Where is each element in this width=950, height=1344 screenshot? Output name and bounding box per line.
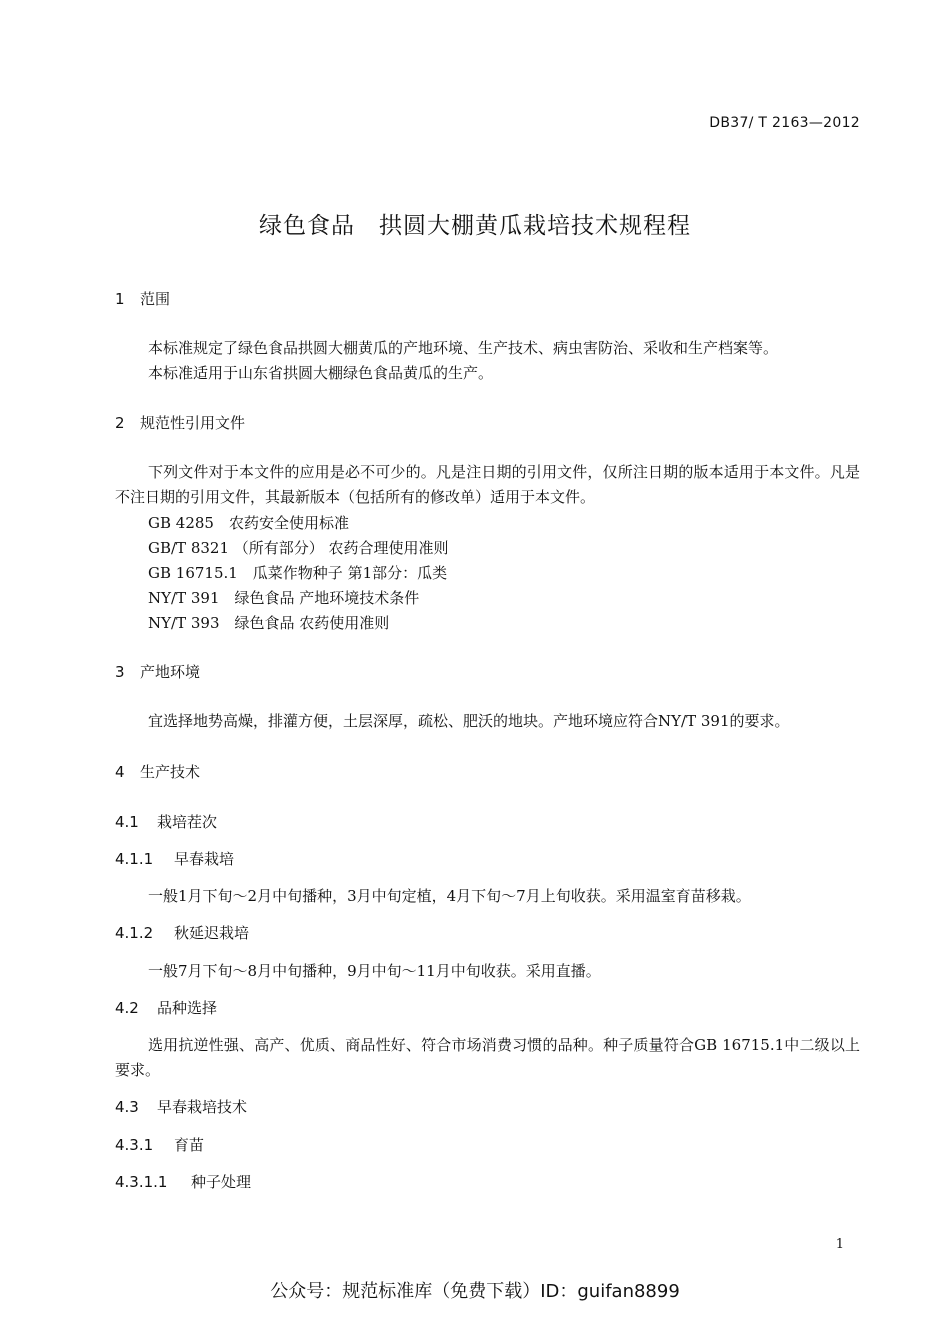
section-title: 规范性引用文件: [140, 414, 246, 432]
section-title: 早春栽培技术: [157, 1098, 248, 1116]
reference-item: NY/T 393 绿色食品 农药使用准则: [148, 614, 390, 632]
reference-item: NY/T 391 绿色食品 产地环境技术条件: [148, 589, 420, 607]
section-4-1-2-paragraph: 一般7月下旬～8月中旬播种，9月中旬～11月中旬收获。采用直播。: [148, 962, 601, 980]
section-title: 早春栽培: [174, 850, 235, 868]
section-number: 1: [115, 290, 125, 308]
section-number: 4.1.1: [115, 850, 154, 868]
section-4-1-1-heading: [115, 848, 234, 869]
page-number: 1: [835, 1237, 844, 1252]
section-4-3-1-1-heading: [115, 1171, 251, 1192]
section-3-paragraph-1: 宜选择地势高燥，排灌方便，土层深厚，疏松、肥沃的地块。产地环境应符合NY/T 391的要求。: [148, 712, 790, 730]
section-title: 品种选择: [157, 999, 218, 1017]
section-title: 范围: [140, 290, 171, 308]
section-2-heading: [115, 412, 245, 433]
section-4-3-heading: [115, 1096, 247, 1117]
section-1-paragraph-2: 本标准适用于山东省拱圆大棚绿色食品黄瓜的生产。: [148, 364, 494, 382]
section-4-1-2-heading: [115, 922, 249, 943]
footer-watermark-text: 公众号：规范标准库（免费下载）ID：guifan8899: [270, 1281, 680, 1302]
section-3-heading: [115, 661, 200, 682]
section-title: 育苗: [174, 1136, 205, 1154]
section-number: 4.3.1.1: [115, 1173, 168, 1191]
section-number: 3: [115, 663, 125, 681]
document-code: DB37/ T 2163—2012: [709, 115, 860, 131]
section-1-heading: [115, 288, 170, 309]
section-title: 产地环境: [140, 663, 201, 681]
section-number: 4.3.1: [115, 1136, 154, 1154]
section-title: 生产技术: [140, 763, 201, 781]
section-number: 2: [115, 414, 125, 432]
section-number: 4: [115, 763, 125, 781]
section-4-3-1-heading: [115, 1134, 204, 1155]
section-title: 秋延迟栽培: [174, 924, 250, 942]
section-number: 4.1.2: [115, 924, 154, 942]
section-number: 4.1: [115, 813, 139, 831]
section-4-heading: [115, 761, 200, 782]
section-4-2-paragraph: 选用抗逆性强、高产、优质、商品性好、符合市场消费习惯的品种。种子质量符合GB 16715.1中二级以上要求。: [115, 1036, 860, 1079]
section-number: 4.3: [115, 1098, 139, 1116]
section-number: 4.2: [115, 999, 139, 1017]
reference-item: GB 16715.1 瓜菜作物种子 第1部分：瓜类: [148, 564, 448, 582]
reference-item: GB 4285 农药安全使用标准: [148, 514, 349, 532]
section-4-1-heading: [115, 811, 217, 832]
section-4-1-1-paragraph: 一般1月下旬～2月中旬播种，3月中旬定植，4月下旬～7月上旬收获。采用温室育苗移栽。: [148, 887, 751, 905]
document-title: 绿色食品 拱圆大棚黄瓜栽培技术规程程: [259, 213, 691, 239]
section-title: 种子处理: [191, 1173, 252, 1191]
section-2-paragraph-1: 下列文件对于本文件的应用是必不可少的。凡是注日期的引用文件，仅所注日期的版本适用于本文件。凡是不注日期的引用文件，其最新版本（包括所有的修改单）适用于本文件。: [115, 463, 860, 506]
reference-item: GB/T 8321 （所有部分） 农药合理使用准则: [148, 539, 449, 557]
section-1-paragraph-1: 本标准规定了绿色食品拱圆大棚黄瓜的产地环境、生产技术、病虫害防治、采收和生产档案等。: [148, 339, 779, 357]
section-4-2-heading: [115, 997, 217, 1018]
section-title: 栽培茬次: [157, 813, 218, 831]
